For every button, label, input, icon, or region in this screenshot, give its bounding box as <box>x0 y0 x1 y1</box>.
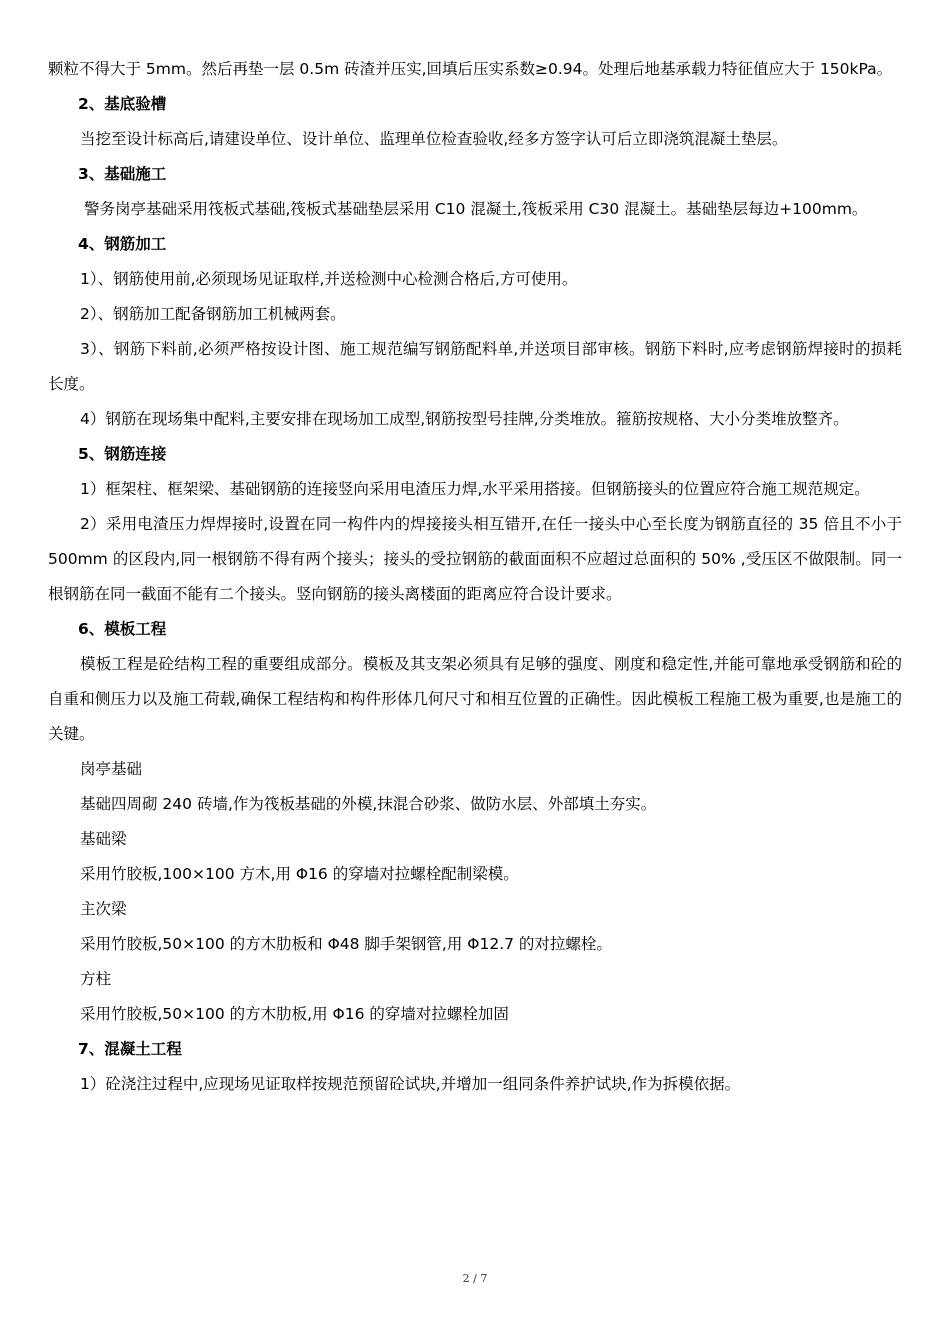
page-number: 2 / 7 <box>462 1272 488 1285</box>
sub-heading: 基础梁 <box>80 830 127 848</box>
list-item: 3）、钢筋下料前,必须严格按设计图、施工规范编写钢筋配料单,并送项目部审核。钢筋下料时,应考虑钢筋焊接时的损耗长度。 <box>48 340 902 393</box>
section-heading-5: 5、钢筋连接 <box>78 445 167 463</box>
sub-heading: 岗亭基础 <box>80 760 143 778</box>
section-heading-6: 6、模板工程 <box>78 620 167 638</box>
section-heading-4: 4、钢筋加工 <box>78 235 167 253</box>
list-item: 1）、钢筋使用前,必须现场见证取样,并送检测中心检测合格后,方可使用。 <box>80 270 578 288</box>
paragraph: 当挖至设计标高后,请建设单位、设计单位、监理单位检查验收,经多方签字认可后立即浇筑混凝土垫层。 <box>80 130 788 148</box>
list-item: 1）砼浇注过程中,应现场见证取样按规范预留砼试块,并增加一组同条件养护试块,作为拆模依据。 <box>80 1075 741 1093</box>
sub-heading: 方柱 <box>80 970 112 988</box>
section-heading-7: 7、混凝土工程 <box>78 1040 182 1058</box>
sub-heading: 主次梁 <box>80 900 127 918</box>
paragraph: 颗粒不得大于 5mm。然后再垫一层 0.5m 砖渣并压实,回填后压实系数≥0.94。处理后地基承载力特征值应大于 150kPa。 <box>48 60 893 78</box>
list-item: 1）框架柱、框架梁、基础钢筋的连接竖向采用电渣压力焊,水平采用搭接。但钢筋接头的位置应符合施工规范规定。 <box>80 480 870 498</box>
document-page <box>48 52 902 1102</box>
paragraph: 警务岗亭基础采用筏板式基础,筏板式基础垫层采用 C10 混凝土,筏板采用 C30 混凝土。基础垫层每边+100mm。 <box>84 200 868 218</box>
paragraph: 模板工程是砼结构工程的重要组成部分。模板及其支架必须具有足够的强度、刚度和稳定性,并能可靠地承受钢筋和砼的自重和侧压力以及施工荷载,确保工程结构和构件形体几何尺寸和相互位置的正确性。因此模板工程施工极为重要,也是施工的关键。 <box>48 655 902 743</box>
section-heading-2: 2、基底验槽 <box>78 95 167 113</box>
paragraph: 采用竹胶板,50×100 的方木肋板和 Φ48 脚手架钢管,用 Φ12.7 的对拉螺栓。 <box>80 935 612 953</box>
list-item: 2）、钢筋加工配备钢筋加工机械两套。 <box>80 305 346 323</box>
paragraph: 采用竹胶板,100×100 方木,用 Φ16 的穿墙对拉螺栓配制梁模。 <box>80 865 519 883</box>
section-heading-3: 3、基础施工 <box>78 165 167 183</box>
list-item: 4）钢筋在现场集中配料,主要安排在现场加工成型,钢筋按型号挂牌,分类堆放。箍筋按规格、大小分类堆放整齐。 <box>80 410 849 428</box>
paragraph: 采用竹胶板,50×100 的方木肋板,用 Φ16 的穿墙对拉螺栓加固 <box>80 1005 509 1023</box>
paragraph: 基础四周砌 240 砖墙,作为筏板基础的外模,抹混合砂浆、做防水层、外部填土夯实。 <box>80 795 657 813</box>
list-item: 2）采用电渣压力焊焊接时,设置在同一构件内的焊接接头相互错开,在任一接头中心至长度为钢筋直径的 35 倍且不小于 500mm 的区段内,同一根钢筋不得有两个接头；接头的受拉钢筋的截面面积不应超过总面积的 50% ,受压区不做限制。同一根钢筋在同一截面不能有二个接头。竖向钢筋的接头离楼面的距离应符合设计要求。 <box>48 515 902 603</box>
